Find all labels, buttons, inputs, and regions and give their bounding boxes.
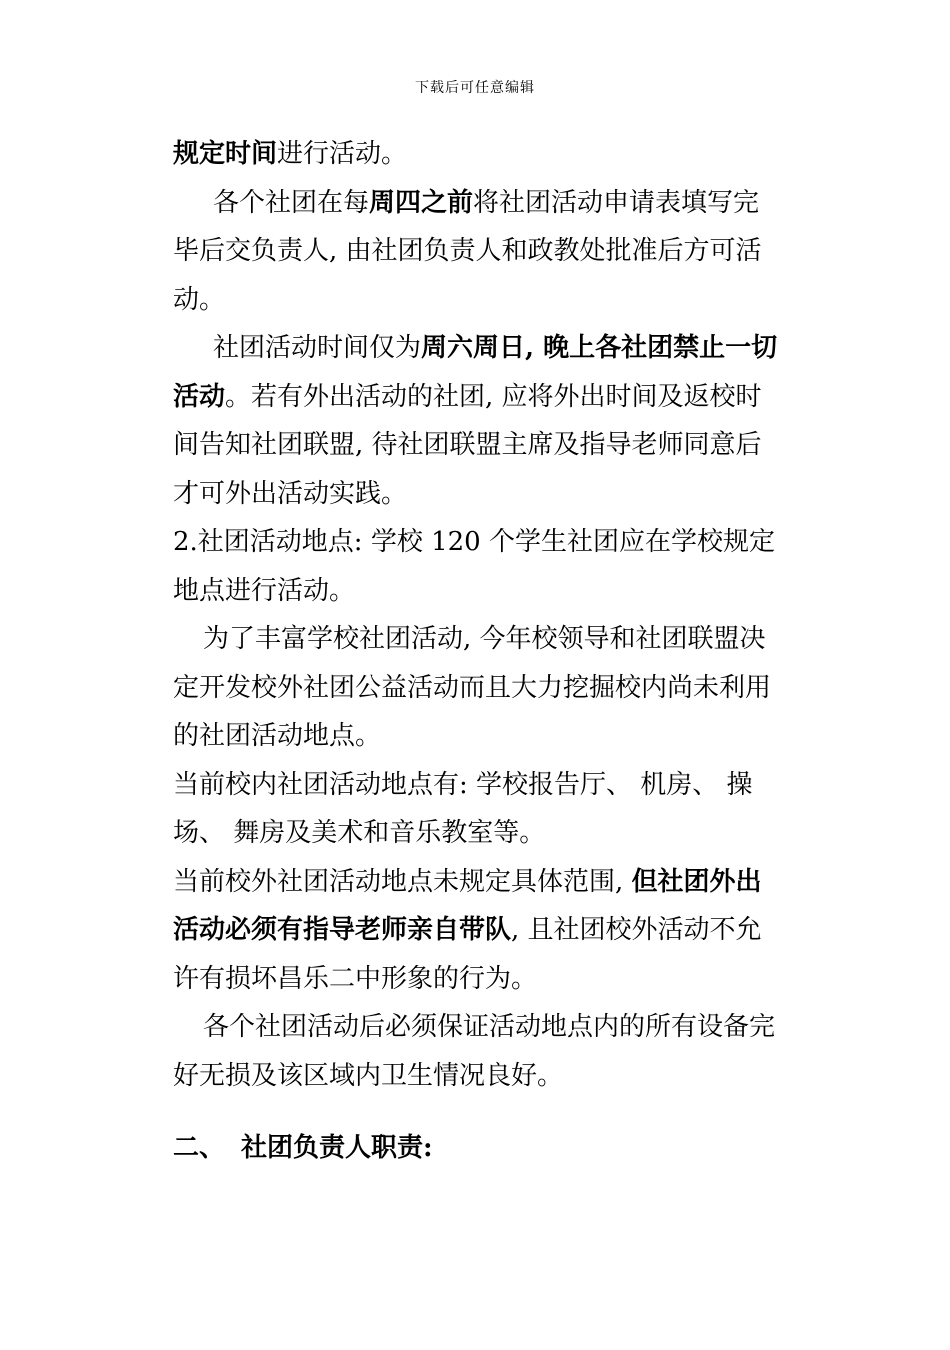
bold-text: 周六周日, 晚上各社团禁止一切活动 (173, 333, 778, 412)
paragraph-1 (173, 130, 783, 179)
text-run: 为了丰富学校社团活动, 今年校领导和社团联盟决定开发校外社团公益活动而且大力挖掘校内尚未利用的社团活动地点。 (173, 624, 772, 751)
paragraph-5 (173, 615, 783, 761)
text-run: 各个社团活动后必须保证活动地点内的所有设备完好无损及该区域内卫生情况良好。 (173, 1012, 776, 1091)
section-heading (173, 1100, 783, 1173)
paragraph-8 (173, 1003, 783, 1100)
bold-text: 但社团外出活动必须有指导老师亲自带队 (173, 866, 762, 945)
paragraph-3 (173, 324, 783, 518)
text-run: , 且社团校外活动不允许有损坏昌乐二中形象的行为。 (173, 915, 762, 994)
text-run: 将社团活动申请表填写完毕后交负责人, 由社团负责人和政教处批准后方可活动。 (173, 187, 762, 315)
text-run: 2.社团活动地点: 学校 120 个学生社团应在学校规定地点进行活动。 (173, 527, 775, 606)
paragraph-6 (173, 761, 783, 858)
section-number: 二、 (173, 1133, 226, 1163)
text-run: 当前校外社团活动地点未规定具体范围, (173, 866, 632, 897)
text-run: 各个社团在每 (213, 187, 370, 218)
page-header: 下载后可任意编辑 (415, 80, 535, 96)
text-run: 进行活动。 (277, 139, 408, 169)
section-title: 社团负责人职责: (241, 1133, 433, 1163)
paragraph-7 (173, 858, 783, 1004)
bold-text: 周四之前 (369, 187, 474, 218)
text-run: 当前校内社团活动地点有: 学校报告厅、 机房、 操场、 舞房及美术和音乐教室等。 (173, 769, 753, 848)
paragraph-2 (173, 179, 783, 325)
paragraph-4 (173, 518, 783, 615)
bold-text: 规定时间 (173, 139, 278, 169)
text-run: 。若有外出活动的社团, 应将外出时间及返校时间告知社团联盟, 待社团联盟主席及指导老师同意后才可外出活动实践。 (173, 381, 762, 509)
text-run: 社团活动时间仅为 (213, 333, 422, 363)
document-body (173, 130, 783, 1173)
